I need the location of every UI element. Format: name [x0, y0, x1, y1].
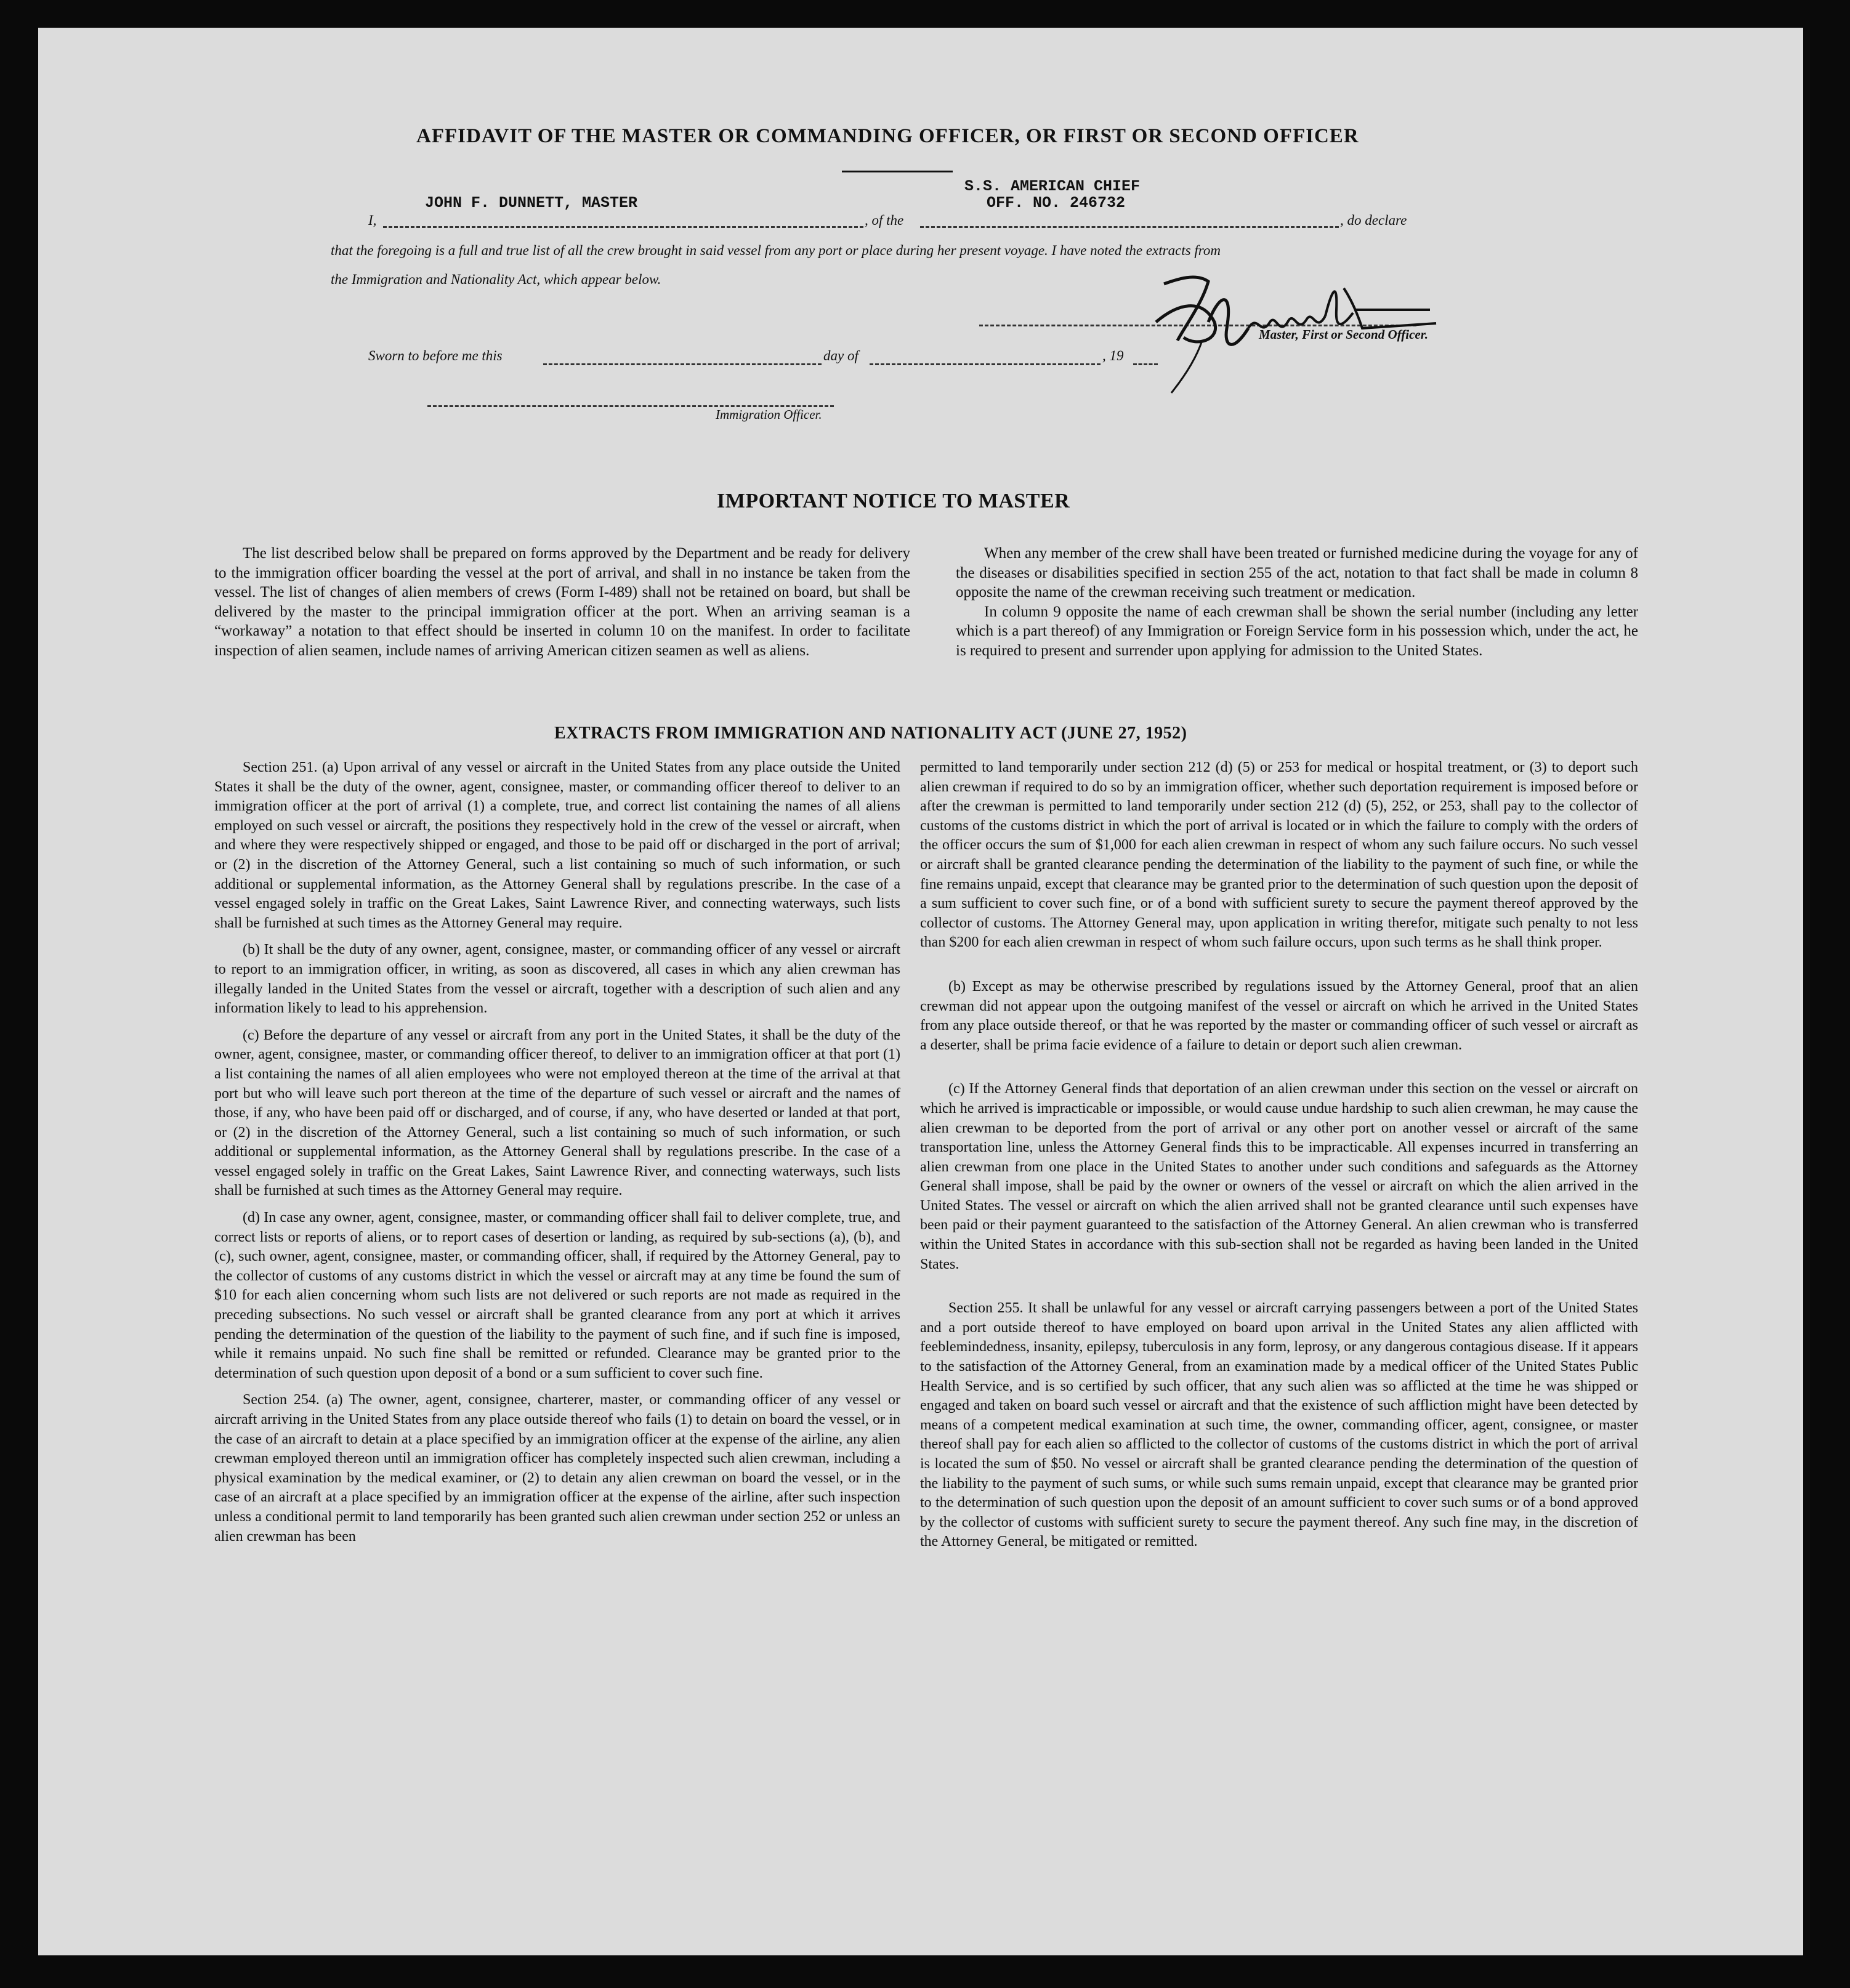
section-254-c: (c) If the Attorney General finds that deportation of an alien crewman under this section on the vessel or aircraft on which he arrived is impracticable or impossible, or would cause undue hardship to such alien crewman, he may cause the alien crewman to be deported from the port of arrival or any other port on another vessel or aircraft of the same transportation line, unless the Attorney General finds this to be impracticable. All expenses incurred in transferring an alien crewman from one place in the United States to another under such conditions and safeguards as the Attorney General shall impose, shall be paid by the owner or owners of the vessel or aircraft on which the alien arrived in the United States. The vessel or aircraft on which the alien arrived shall not be granted clearance until such expenses have been paid or their payment guaranteed to the satisfaction of the Attorney General. An alien crewman who is transferred within the United States in accordance with this sub-section shall not be regarded as having been landed in the United States.	[920, 1081, 1638, 1272]
section-254-a-continued: permitted to land temporarily under section 212 (d) (5) or 253 for medical or hospital treatment, or (3) to deport such alien crewman if required to do so by an immigration officer, whether such deportation requirement is imposed before or after the crewman is permitted to land temporarily under section 212 (d) (5), 252, or 253, shall pay to the collector of customs of the customs district in which the port of arrival is located or in which the failure to comply with the orders of the officer occurs the sum of $1,000 for each alien crewman in respect of whom any such failure occurs. No such vessel or aircraft shall be granted clearance pending the determination of the liability to the payment of such fine, or while the fine remains unpaid, except that clearance may be granted prior to the determination of such question upon the deposit of a sum sufficient to cover such fine, or of a bond with sufficient surety to secure the payment thereof approved by the collector of customs. The Attorney General may, upon application in writing therefor, mitigate such penalty to not less than $200 for each alien crewman in respect of whom such failure occurs, upon such terms as he shall think proper.	[920, 759, 1638, 951]
do-declare-label: , do declare	[1340, 212, 1407, 228]
signature-caption: Master, First or Second Officer.	[1259, 327, 1428, 342]
statement-line-2: the Immigration and Nationality Act, which appear below.	[331, 272, 661, 287]
i-label: I,	[368, 212, 377, 228]
document-page	[38, 28, 1803, 1955]
vessel-line	[920, 226, 1339, 228]
handwritten-signature	[1141, 254, 1448, 396]
notice-right-column	[956, 544, 1638, 660]
section-254-b: (b) Except as may be otherwise prescribed by regulations issued by the Attorney General, proof that an alien crewman did not appear upon the outgoing manifest of the vessel or aircraft on which he arrived in the United States from any place outside thereof, or that he was reported by the master or commanding officer of such vessel or aircraft as a deserter, shall be prima facie evidence of a failure to detain or deport such alien crewman.	[920, 978, 1638, 1053]
section-251-d: (d) In case any owner, agent, consignee, master, or commanding officer shall fail to deliver complete, true, and correct lists or reports of aliens, or to report cases of desertion or landing, as required by sub-sections (a), (b), and (c), such owner, agent, consignee, master, or commanding officer, shall, if required by the Attorney General, pay to the collector of customs of any customs district in which the vessel or aircraft may at any time be found the sum of $10 for each alien concerning whom such lists are not delivered or such reports are not made as required in the preceding subsections. No such vessel or aircraft shall be granted clearance from any port at which it arrives pending the determination of the question of the liability to the payment of such fine, and if such fine is imposed, while it remains unpaid. No such fine shall be remitted or refunded. Clearance may be granted prior to the determination of such question upon deposit of a bond or a sum sufficient to cover such fine.	[214, 1210, 900, 1381]
affidavit-title: AFFIDAVIT OF THE MASTER OR COMMANDING OFFICER, OR FIRST OR SECOND OFFICER	[416, 125, 1359, 147]
notice-right-paragraph-2: In column 9 opposite the name of each crewman shall be shown the serial number (including any letter which is a part thereof) of any Immigration or Foreign Service form in his possession which, under the act, he is required to present and surrender upon applying for admission to the United States.	[956, 603, 1638, 659]
official-number-field: OFF. NO. 246732	[987, 194, 1126, 212]
extracts-title: EXTRACTS FROM IMMIGRATION AND NATIONALITY ACT (JUNE 27, 1952)	[554, 724, 1187, 743]
month-line	[870, 363, 1101, 365]
section-255: Section 255. It shall be unlawful for any vessel or aircraft carrying passengers between a port of the United States and a port outside thereof to have employed on board upon arrival in the United States any alien afflicted with feeblemindedness, insanity, epilepsy, tuberculosis in any form, leprosy, or any dangerous contagious disease. If it appears to the satisfaction of the Attorney General, from an examination made by a medical officer of the United States Public Health Service, and is so certified by such officer, that any such alien was so afflicted at the time he was shipped or engaged and taken on board such vessel or aircraft and that the existence of such affliction might have been detected by means of a competent medical examination at such time, the owner, commanding officer, agent, consignee, or master thereof shall pay for each alien so afflicted to the collector of customs of the customs district in which the port of arrival is located the sum of $50. No vessel or aircraft shall be granted clearance pending the determination of the question of the liability to the payment of such sums, or while such sums remain unpaid, except that clearance may be granted prior to the determination of such question upon the deposit of an amount sufficient to cover such sums or of a bond approved by the collector of customs with sufficient surety to secure the payment thereof. Any such fine may, in the discretion of the Attorney General, be mitigated or remitted.	[920, 1300, 1638, 1550]
notice-title: IMPORTANT NOTICE TO MASTER	[717, 490, 1070, 512]
sworn-day-line	[543, 363, 822, 365]
sworn-label: Sworn to before me this	[368, 348, 503, 363]
statement-line-1: that the foregoing is a full and true list of all the crew brought in said vessel from any port or place during her present voyage. I have noted the extracts from	[331, 243, 1221, 258]
year-label: , 19	[1102, 348, 1124, 363]
title-rule	[842, 171, 953, 172]
extracts-right-column	[920, 758, 1638, 1559]
extracts-left-column	[214, 758, 900, 1554]
section-251-a: Section 251. (a) Upon arrival of any vessel or aircraft in the United States from any place outside the United States it shall be the duty of the owner, agent, consignee, master, or commanding officer thereof to deliver to an immigration officer at the port of arrival (1) a complete, true, and correct list containing the names of all aliens employed on such vessel or aircraft, the positions they respectively hold in the crew of the vessel or aircraft, when and where they were respectively shipped or engaged, and those to be paid off or discharged in the port of arrival; or (2) in the discretion of the Attorney General, such a list containing so much of such information, or such additional or supplemental information, as the Attorney General shall by regulations prescribe. In the case of a vessel engaged solely in traffic on the Great Lakes, Saint Lawrence River, and connecting waterways, such lists shall be furnished at such times as the Attorney General may require.	[214, 759, 900, 931]
year-line	[1133, 363, 1158, 365]
section-251-c: (c) Before the departure of any vessel or aircraft from any port in the United States, it shall be the duty of the owner, agent, consignee, master, or commanding officer thereof, to deliver to an immigration officer at that port (1) a list containing the names of all alien employees who were not employed thereon at the time of the arrival at that port but who will leave such port thereon at the time of the departure of such vessel or aircraft and the names of those, if any, who have been paid off or discharged, and of course, if any, who have deserted or landed at that port, or (2) in the discretion of the Attorney General, such a list containing so much of such information, or such additional or supplemental information, as the Attorney General shall by regulations prescribe. In the case of a vessel engaged solely in traffic on the Great Lakes, Saint Lawrence River, and connecting waterways, such lists shall be furnished at such times as the Attorney General may require.	[214, 1027, 900, 1199]
immigration-officer-caption: Immigration Officer.	[716, 407, 822, 422]
master-name-field: JOHN F. DUNNETT, MASTER	[425, 194, 638, 212]
notice-right-paragraph-1: When any member of the crew shall have been treated or furnished medicine during the voyage for any of the diseases or disabilities specified in section 255 of the act, notation to that fact shall be made in column 8 opposite the name of the crewman receiving such treatment or medication.	[956, 545, 1638, 600]
notice-left-paragraph: The list described below shall be prepared on forms approved by the Department and be ready for delivery to the immigration officer boarding the vessel at the port of arrival, and shall in no instance be taken from the vessel. The list of changes of alien members of crews (Form I-489) shall not be retained on board, but shall be delivered by the master to the principal immigration officer at the port. When an arriving seaman is a “workaway” a notation to that effect should be inserted in column 10 on the manifest. In order to facilitate inspection of alien seamen, include names of arriving American citizen seamen as well as aliens.	[214, 545, 910, 659]
of-the-label: , of the	[865, 212, 904, 228]
section-254-a: Section 254. (a) The owner, agent, consignee, charterer, master, or commanding officer of any vessel or aircraft arriving in the United States from any place outside thereof who fails (1) to detain on board the vessel, or in the case of an aircraft to detain at a place specified by an immigration officer at the expense of the airline, any alien crewman employed thereon until an immigration officer has completely inspected such alien crewman, including a physical examination by the medical examiner, or (2) to detain any alien crewman on board the vessel, or in the case of an aircraft at a place specified by an immigration officer at the expense of the airline, after such inspection unless a conditional permit to land temporarily has been granted such alien crewman under section 252 or unless an alien crewman has been	[214, 1392, 900, 1545]
section-251-b: (b) It shall be the duty of any owner, agent, consignee, master, or commanding officer of any vessel or aircraft to report to an immigration officer, in writing, as soon as discovered, all cases in which any alien crewman has illegally landed in the United States from the vessel or aircraft, together with a description of such alien and any information likely to lead to his apprehension.	[214, 942, 900, 1017]
day-of-label: day of	[823, 348, 858, 363]
name-line	[383, 226, 863, 228]
vessel-name-field: S.S. AMERICAN CHIEF	[964, 177, 1141, 195]
notice-left-column	[214, 544, 910, 660]
